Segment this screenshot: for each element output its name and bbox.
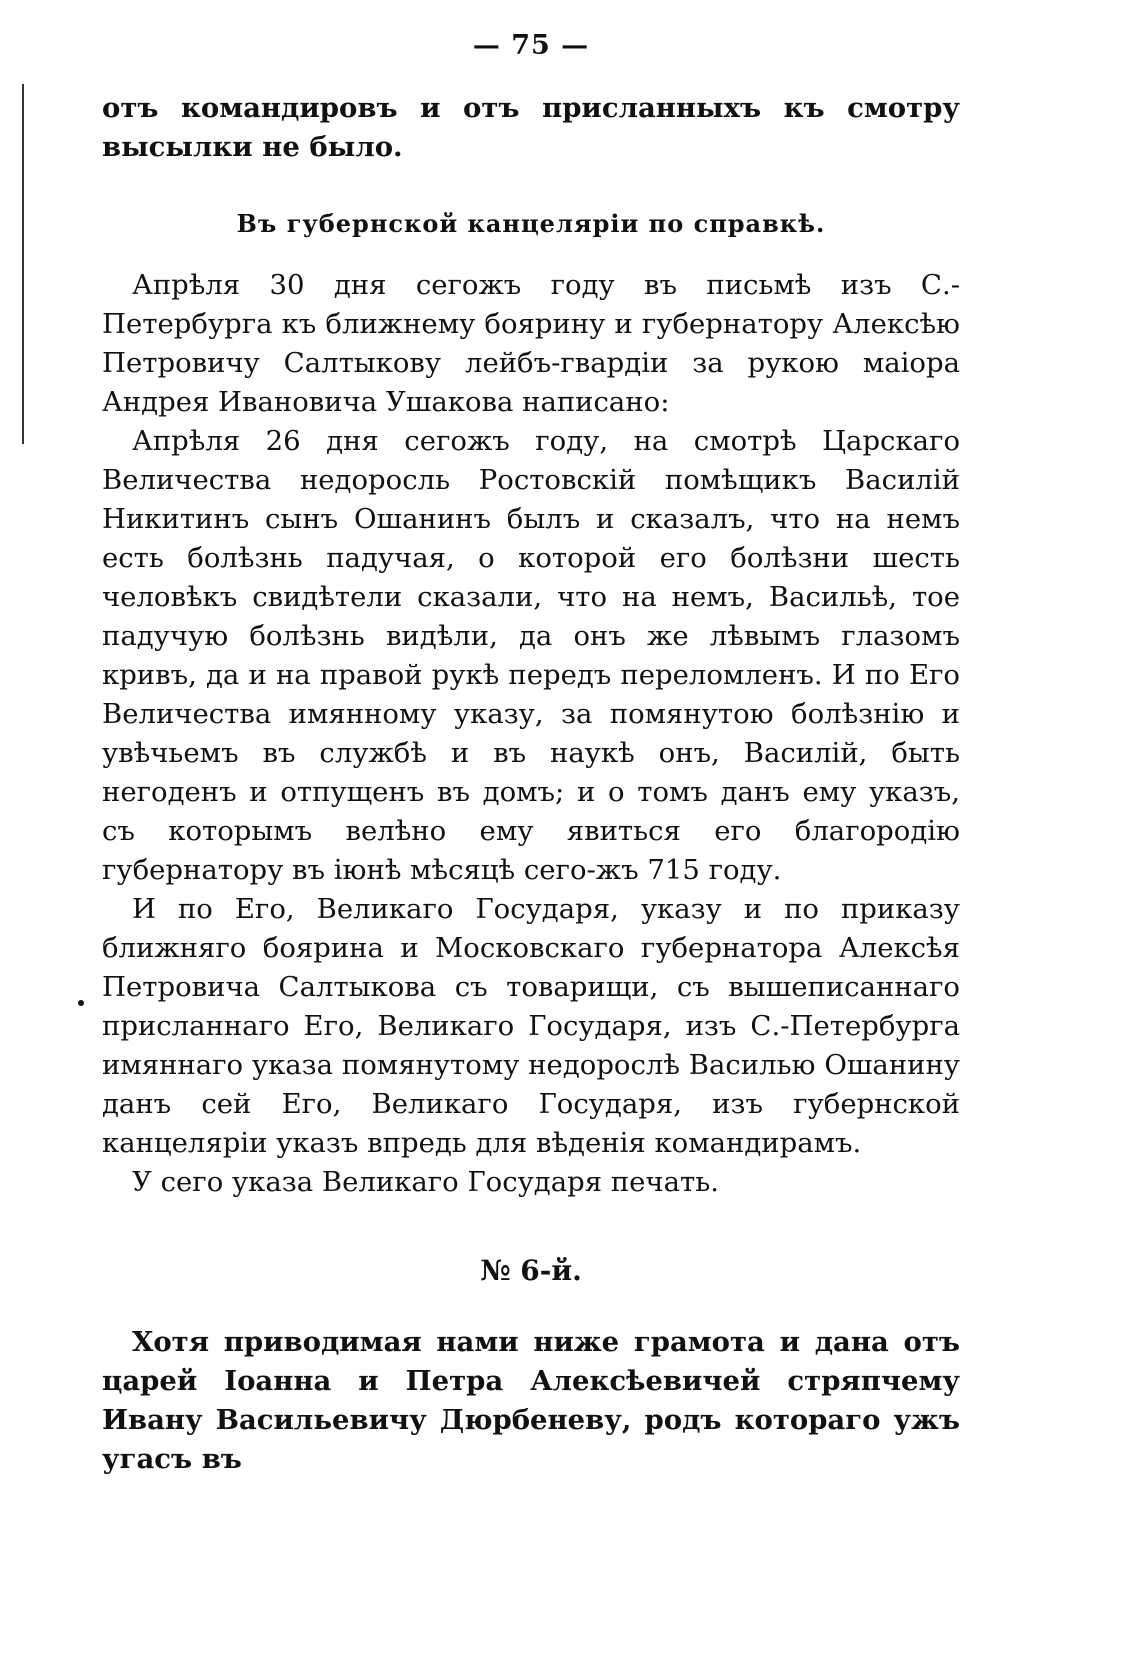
page-number: — 75 — bbox=[472, 30, 590, 61]
text-block bbox=[102, 89, 960, 1479]
section-heading: Въ губернской канцеляріи по справкѣ. bbox=[236, 209, 826, 238]
document-number: № 6-й. bbox=[480, 1254, 582, 1287]
page-edge-line bbox=[22, 84, 24, 444]
paragraph-1: Апрѣля 30 дня сегожъ году въ письмѣ изъ С.-Петербурга къ ближнему боярину и губернатору Алексѣю Петровичу Салтыкову лейбъ-гвардіи за рукою маіора Андрея Ивановича Ушакова написано: bbox=[102, 269, 960, 418]
final-paragraph: Хотя приводимая нами ниже грамота и дана отъ царей Іоанна и Петра Алексѣевичей стряпчему Ивану Васильевичу Дюрбеневу, родъ котораго ужъ угасъ въ bbox=[102, 1326, 960, 1475]
paragraph-4: У сего указа Великаго Государя печать. bbox=[132, 1166, 719, 1198]
paragraph-2: Апрѣля 26 дня сегожъ году, на смотрѣ Царскаго Величества недоросль Ростовскій помѣщикъ Василій Никитинъ сынъ Ошанинъ былъ и сказалъ, что на немъ есть болѣзнь падучая, о которой его болѣзни шесть человѣкъ свидѣтели сказали, что на немъ, Васильѣ, тое падучую болѣзнь видѣли, да онъ же лѣвымъ глазомъ кривъ, да и на правой рукѣ передъ переломленъ. И по Его Величества имянному указу, за помянутою болѣзнію и увѣчьемъ въ службѣ и въ наукѣ онъ, Василій, быть негоденъ и отпущенъ въ домъ; и о томъ данъ ему указъ, съ которымъ велѣно ему явиться его благородію губернатору въ іюнѣ мѣсяцѣ сего-жъ 715 году. bbox=[102, 425, 960, 886]
margin-dot bbox=[78, 1000, 84, 1006]
document-page bbox=[102, 30, 960, 1479]
paragraph-3: И по Его, Великаго Государя, указу и по приказу ближняго боярина и Московскаго губернатора Алексѣя Петровича Салтыкова съ товарищи, съ вышеписаннаго присланнаго Его, Великаго Государя, изъ С.-Петербурга имяннаго указа помянутому недорослѣ Василью Ошанину данъ сей Его, Великаго Государя, изъ губернской канцеляріи указъ впредь для вѣденія командирамъ. bbox=[102, 893, 960, 1159]
intro-paragraph: отъ командировъ и отъ присланныхъ къ смотру высылки не было. bbox=[102, 92, 960, 163]
